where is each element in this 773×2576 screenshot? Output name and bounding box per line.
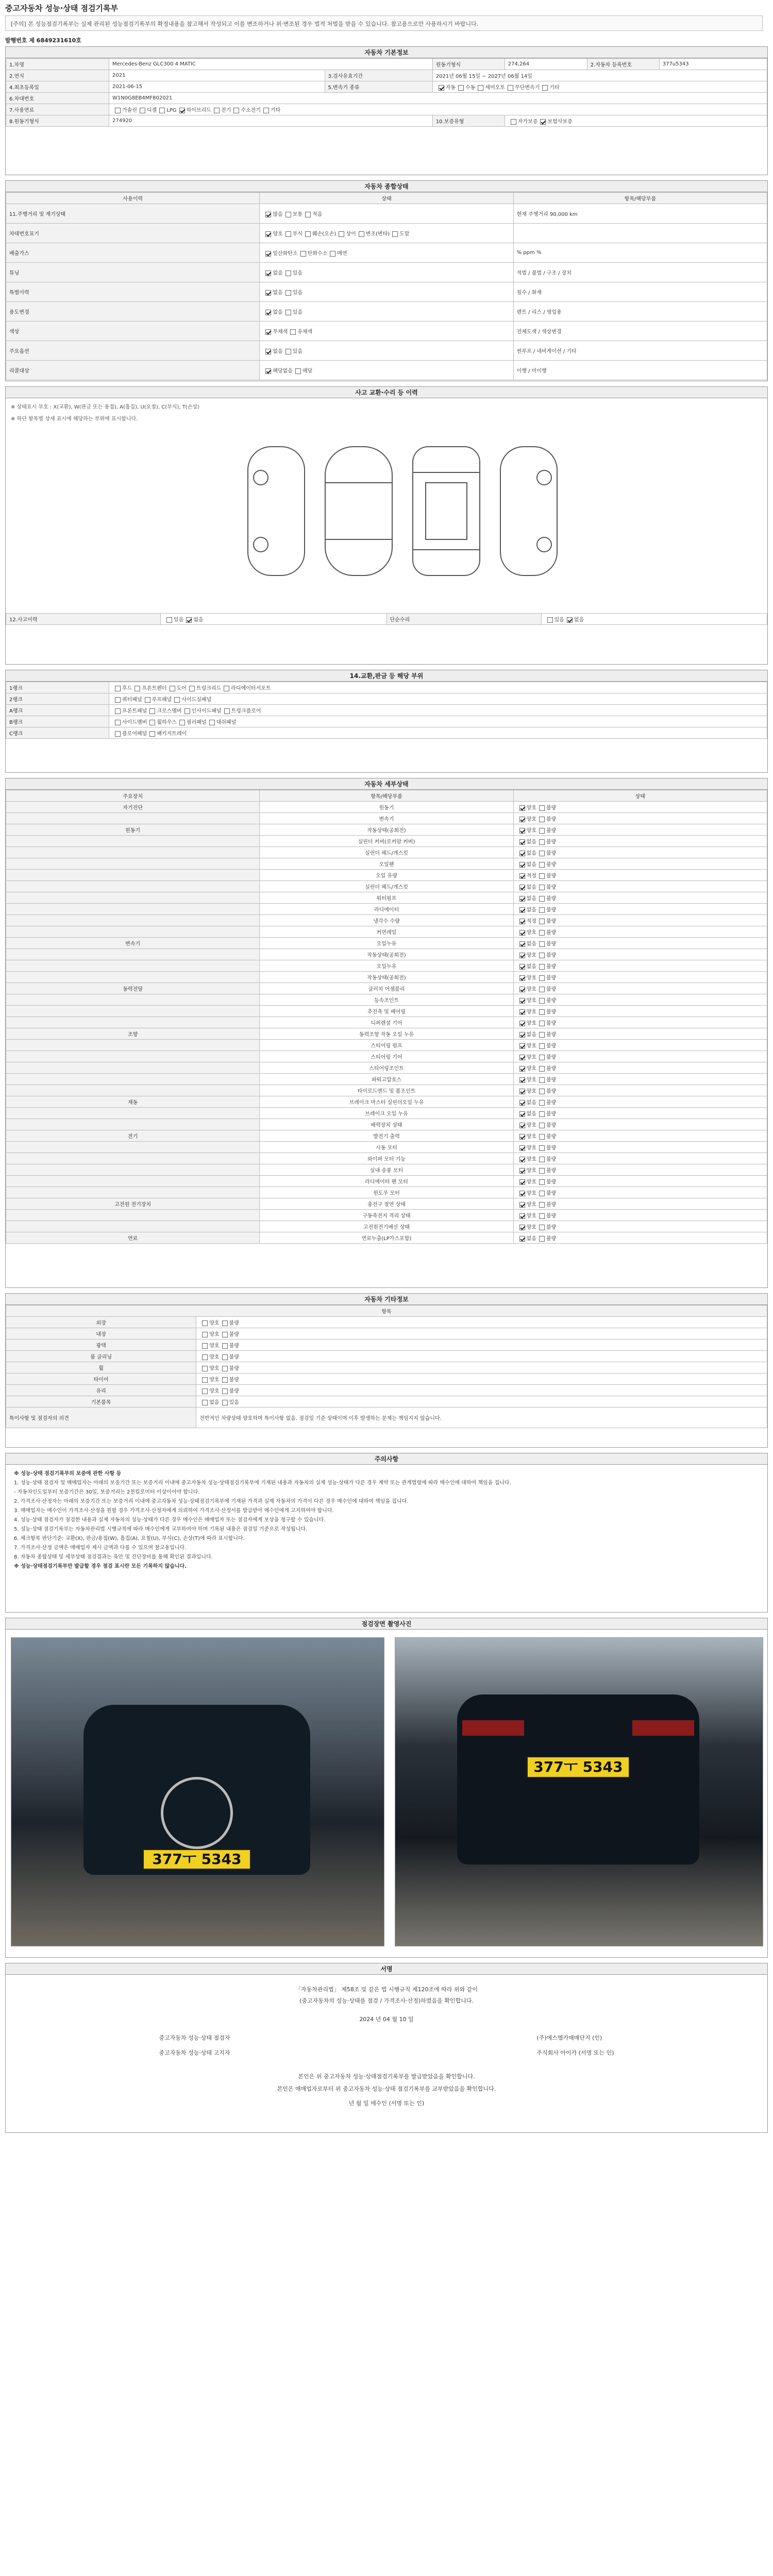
detail-item: 커먼레일 [260,926,513,938]
engine-label: 원동기형식 [432,59,505,70]
warranty-label: 10.보증유형 [432,115,505,127]
detail-item: 작동상태(공회전) [260,949,513,960]
caution-emphasis: ※ 성능·상태점검기록부만 발급할 경우 점검 표시란 모든 기록하지 않습니다. [14,1564,187,1569]
overall-row-state: 없음 있음 [260,341,513,361]
others-state: 양호 불량 [196,1385,767,1396]
fuel-label: 7.사용연료 [6,104,109,115]
overall-row-label: 색상 [6,321,260,341]
overall-row-state: 없음 있음 [260,282,513,302]
detail-group [6,949,260,960]
opinion-value: 전반적인 차량상태 양호하며 특이사항 없음. 점검일 기준 상태이며 이후 발생하는 문제는 책임지지 않습니다. [196,1408,767,1428]
detail-item: 타이로드엔드 및 볼조인트 [260,1085,513,1096]
detail-item: 브레이크 마스터 실린더오일 누유 [260,1096,513,1108]
detail-state: 양호 불량 [513,1164,767,1176]
caution-section [5,1453,768,1613]
overall-section [5,180,768,381]
detail-item: 시동 모터 [260,1142,513,1153]
inspect-value: 2021년 06월 15일 ~ 2027년 06월 14일 [432,70,767,81]
detail-col-0: 주요장치 [6,790,260,802]
detail-item: 구동축전지 격리 상태 [260,1210,513,1221]
detail-group [6,1074,260,1085]
notice: [주의] 본 성능점검기록부는 실제 관리된 성능점검기록부의 확정내용을 참고해서 작성되고 이를 변조하거나 위·변조된 경우 법적 처벌을 받을 수 있습니다. 참고용으로만 사용하시기 바랍니다. [5,15,763,31]
detail-group [6,1051,260,1062]
reg-label: 2.자동차 등록번호 [587,59,659,70]
detail-item: 워터펌프 [260,892,513,904]
detail-state: 없음 불량 [513,938,767,949]
damage-section [5,386,768,665]
detail-group [6,881,260,892]
reg-value: 377u5343 [659,59,767,70]
detail-item: 윈도우 모터 [260,1187,513,1198]
detail-group [6,1119,260,1130]
car-side-right [500,447,557,575]
overall-row-label: 차대번호표기 [6,224,260,243]
caution-line: 1. 성능·상태 점검자 및 매매업자는 아래의 보증기간 또는 보증거리 이내에 중고자동차 성능·상태점검기록부에 기재된 내용과 자동차의 실제 성능·상태가 다른 경우 계약 또는 관계법령에 따라 매수인에 대하여 책임을 집니다. [14,1480,511,1486]
overall-row-state: 없음 있음 [260,263,513,282]
sign-line-1: 「자동차관리법」 제58조 및 같은 법 시행규칙 제120조에 따라 위와 같이 [295,1986,478,1993]
front-photo [11,1637,384,1946]
overall-row-label: 11.주행거리 및 계기상태 [6,204,260,224]
detail-group [6,1040,260,1051]
year-value: 2021 [109,70,325,81]
detail-item: 실린더 커버(로커암 커버) [260,836,513,847]
caution-line: - 자동차인도일부터 보증기간은 30일, 보증거리는 2천킬로미터 이상이어야 합니다. [14,1489,200,1495]
overall-row-state: 해당없음 해당 [260,361,513,380]
overall-row-extra: 이행 / 미이행 [513,361,767,380]
detail-state: 양호 불량 [513,1187,767,1198]
overall-row-extra: 현재 주행거리 90,000 km [513,204,767,224]
detail-group [6,892,260,904]
accident-label: 12.사고이력 [6,614,161,625]
detail-state: 없음 불량 [513,1108,767,1119]
detail-item: 라디에이터 [260,904,513,915]
detail-group [6,1221,260,1232]
inspector: 중고자동차 성능·상태 점검자 중고자동차 성능·상태 고지자 [159,2035,230,2056]
detail-group [6,972,260,983]
detail-group [6,1006,260,1017]
overall-row-extra: 렌트 / 리스 / 영업용 [513,302,767,321]
caution-line: 3. 매매업자는 매수인이 가격조사·산정을 원할 경우 가격조사·산정자에게 의뢰하여 가격조사·산정서를 발급받아 매수인에게 고지하여야 합니다. [14,1508,334,1514]
overall-row-state: 없음 있음 [260,302,513,321]
detail-state: 양호 불량 [513,983,767,994]
detail-state: 양호 불량 [513,1176,767,1187]
overall-row-state: 많음 보통 적음 [260,204,513,224]
detail-state: 없음 불량 [513,960,767,972]
others-item: 휠 [6,1362,196,1374]
detail-item: 라디에이터 팬 모터 [260,1176,513,1187]
detail-item: 작동상태(공회전) [260,824,513,836]
detail-item: 스티어링 펌프 [260,1040,513,1051]
car-top-view [413,447,480,575]
detail-group: 제동 [6,1096,260,1108]
damage-legend-2: ※ 하단 항목별 상세 표시에 해당하는 부위에 표시합니다. [11,416,138,422]
detail-state: 양호 불량 [513,1153,767,1164]
detail-section [5,778,768,1288]
vin-value: W1N0G8EB4MF802021 [109,93,767,104]
overall-row-state: 일산화탄소 탄화수소 매연 [260,243,513,263]
detail-header: 자동차 세부상태 [6,778,767,790]
detail-col-1: 항목/해당부품 [260,790,513,802]
others-item: 광택 [6,1340,196,1351]
caution-line: 5. 성능·상태 점검기록부는 자동차관리법 시행규칙에 따라 매수인에게 교부하여야 하며 기록된 내용은 점검일 기준으로 작성됩니다. [14,1527,308,1532]
detail-item: 스티어링조인트 [260,1062,513,1074]
detail-group: 원동기 [6,824,260,836]
detail-item: 디퍼렌셜 기어 [260,1017,513,1028]
overall-row-extra: 전체도색 / 색상변경 [513,321,767,341]
detail-state: 양호 불량 [513,926,767,938]
overall-row-label: 튜닝 [6,263,260,282]
overall-row-label: 주요옵션 [6,341,260,361]
fuel-options: 가솔린 디젤 LPG 하이브리드 전기 수소전기 기타 [109,104,767,115]
detail-group [6,1176,260,1187]
detail-state: 없음 불량 [513,892,767,904]
detail-state: 없음 불량 [513,881,767,892]
year-label: 2.연식 [6,70,109,81]
overall-row-state: 양호 부식 훼손(오손) 상이 변조(변타) 도말 [260,224,513,243]
engine-type-value: 274920 [109,115,433,127]
opinion-label: 특이사항 및 점검자의 의견 [6,1408,196,1428]
detail-state: 양호 불량 [513,1119,767,1130]
firstreg-label: 4.최초등록일 [6,81,109,93]
overall-col-0: 사용이력 [6,193,260,204]
others-item: 유리 [6,1385,196,1396]
detail-item: 오일팬 [260,858,513,870]
accident-value: 있음 없음 [161,614,387,625]
detail-group [6,1210,260,1221]
others-state: 양호 불량 [196,1340,767,1351]
detail-state: 없음 불량 [513,847,767,858]
sign-b2: 본인은 매매업자로부터 위 중고자동차 성능·상태 점검기록부를 교부받았음을 확인합니다. [277,2086,496,2092]
firstreg-value: 2021-06-15 [109,81,325,93]
sign-line-2: (중고자동차의 성능·상태를 점검 / 가격조사·산정)하였음을 확인합니다. [299,1997,474,2004]
detail-item: 배력장치 상태 [260,1119,513,1130]
detail-item: 스티어링 기어 [260,1051,513,1062]
sign-section [5,1963,768,2133]
detail-group [6,926,260,938]
detail-item: 실린더 헤드/개스킷 [260,881,513,892]
detail-item: 오일누유 [260,960,513,972]
detail-group [6,836,260,847]
detail-group [6,1164,260,1176]
detail-state: 양호 불량 [513,1006,767,1017]
detail-group [6,858,260,870]
others-state: 양호 불량 [196,1362,767,1374]
detail-group [6,960,260,972]
car-name-label: 1.차명 [6,59,109,70]
overall-header: 자동차 종합상태 [6,181,767,192]
detail-group [6,813,260,824]
others-section [5,1293,768,1448]
frame-header: 14.교환,판금 등 해당 부위 [6,670,767,682]
others-item: 내장 [6,1328,196,1340]
rear-photo [395,1637,763,1946]
detail-group [6,904,260,915]
detail-state: 양호 불량 [513,1142,767,1153]
detail-group [6,1142,260,1153]
detail-group [6,1187,260,1198]
detail-state: 양호 불량 [513,949,767,960]
overall-row-label: 리콜대상 [6,361,260,380]
detail-state: 없음 불량 [513,904,767,915]
detail-state: 양호 불량 [513,1074,767,1085]
detail-item: 냉각수 수량 [260,915,513,926]
detail-state: 양호 불량 [513,1062,767,1074]
tools-label: 기본품목 [6,1396,196,1408]
caution-line: 2. 가격조사·산정자는 아래의 보증기간 또는 보증거리 이내에 중고자동차 성능·상태점검기록부에 기재된 가격과 실제 자동차의 가격이 다른 경우 매수인에 대하여 책임을 집니다. [14,1499,409,1504]
rear-plate: 377ㅜ 5343 [527,1756,630,1778]
detail-state: 양호 불량 [513,1130,767,1142]
detail-group [6,1153,260,1164]
overall-row-extra: % ppm % [513,243,767,263]
overall-row-extra: 썬루프 / 네비게이션 / 기타 [513,341,767,361]
car-side-left [248,447,305,575]
detail-item: 동력조향 작동 오일 누유 [260,1028,513,1040]
car-diagram [6,426,768,612]
detail-item: 실내 송풍 모터 [260,1164,513,1176]
detail-col-2: 상태 [513,790,767,802]
basic-info-section [5,46,768,175]
detail-state: 양호 불량 [513,1221,767,1232]
overall-row-label: 배출가스 [6,243,260,263]
tools-state: 없음 있음 [196,1396,767,1408]
damage-legend: ※ 상태표시 부호 : X(교환), W(판금 또는 용접), A(흠집), U(요철), C(부식), T(손상) [11,404,199,410]
others-state: 양호 불량 [196,1328,767,1340]
repair-label: 단순수리 [386,614,541,625]
detail-group [6,1085,260,1096]
detail-state: 적정 불량 [513,915,767,926]
caution-header: 주의사항 [6,1453,767,1465]
others-state: 양호 불량 [196,1351,767,1362]
detail-group [6,915,260,926]
detail-group [6,1062,260,1074]
detail-state: 양호 불량 [513,1210,767,1221]
detail-state: 양호 불량 [513,813,767,824]
detail-group [6,1108,260,1119]
overall-row-extra: 침수 / 화재 [513,282,767,302]
detail-state: 양호 불량 [513,1040,767,1051]
detail-group: 조향 [6,1028,260,1040]
engine-type-label: 8.원동기형식 [6,115,109,127]
detail-item: 연료누출(LP가스포함) [260,1232,513,1244]
warranty-options: 자가보증 보험사보증 [505,115,767,127]
inspector-value: (주)에스엠카매매단지 (인) 주식회사 아이카 (서명 또는 인) [536,2035,614,2056]
doc-number: 발행번호 제 6849231610호 [5,37,81,44]
detail-item: 실린더 헤드/개스킷 [260,847,513,858]
overall-row-extra: 적법 / 불법 / 구조 / 장치 [513,263,767,282]
basic-info-header: 자동차 기본정보 [6,47,767,58]
caution-line: 8. 자동차 종합상태 및 세부상태 점검결과는 육안 및 진단장비를 통해 확인된 결과입니다. [14,1554,213,1560]
others-header: 자동차 기타정보 [6,1294,767,1305]
overall-col-1: 상태 [260,193,513,204]
overall-row-state: 무채색 유채색 [260,321,513,341]
others-item: 외장 [6,1317,196,1328]
others-col: 항목 [6,1306,767,1317]
caution-line: 4. 성능·상태 점검자가 점검한 내용과 실제 자동차의 성능·상태가 다른 경우 매수인은 매매업자 또는 점검자에게 보상을 청구할 수 있습니다. [14,1517,326,1523]
overall-row-label: 특별이력 [6,282,260,302]
detail-group: 고전원 전기장치 [6,1198,260,1210]
overall-row-label: 용도변경 [6,302,260,321]
engine-value: 274,264 [505,59,587,70]
detail-group [6,847,260,858]
sign-b1: 본인은 위 중고자동차 성능·상태점검기록부를 발급받았음을 확인합니다. [298,2073,475,2080]
repair-value: 있음 없음 [541,614,767,625]
detail-state: 양호 불량 [513,802,767,813]
caution-line: 6. 체크항목 판단기준: 교환(X), 판금/용접(W), 흠집(A), 요철(U), 부식(C), 손상(T)에 따라 표시합니다. [14,1536,245,1541]
sign-header: 서명 [6,1963,767,1975]
detail-group: 변속기 [6,938,260,949]
car-name-value: Mercedes-Benz GLC300 4 MATIC [109,59,433,70]
detail-state: 양호 불량 [513,1198,767,1210]
trans-label: 5.변속기 종류 [325,81,432,93]
detail-state: 없음 불량 [513,836,767,847]
others-item: 타이어 [6,1374,196,1385]
detail-item: 발전기 출력 [260,1130,513,1142]
overall-col-2: 항목/해당부품 [513,193,767,204]
detail-item: 추진축 및 베어링 [260,1006,513,1017]
others-item: 룸 클리닝 [6,1351,196,1362]
detail-item: 오일 유량 [260,870,513,881]
detail-item: 오일누유 [260,938,513,949]
detail-state: 양호 불량 [513,972,767,983]
car-top-front [325,447,392,575]
detail-item: 와이퍼 모터 기능 [260,1153,513,1164]
detail-state: 적정 불량 [513,870,767,881]
detail-state: 양호 불량 [513,1051,767,1062]
detail-state: 양호 불량 [513,1017,767,1028]
detail-state: 없음 불량 [513,1232,767,1244]
overall-row-extra [513,224,767,243]
detail-group: 동력전달 [6,983,260,994]
inspect-label: 3.검사유효기간 [325,70,432,81]
detail-state: 양호 불량 [513,1085,767,1096]
detail-state: 없음 불량 [513,1096,767,1108]
sign-date: 2024 년 04 월 10 일 [359,2016,414,2023]
detail-item: 원동기 [260,802,513,813]
detail-item: 변속기 [260,813,513,824]
detail-group: 전기 [6,1130,260,1142]
photo-section [5,1618,768,1958]
detail-item: 파워고압호스 [260,1074,513,1085]
doc-title: 중고자동차 성능·상태 점검기록부 [5,4,119,13]
detail-state: 없음 불량 [513,1028,767,1040]
caution-line: 7. 가격조사·산정 금액은 매매업자 제시 금액과 다를 수 있으며 참고용입니다. [14,1545,187,1551]
detail-item: 브레이크 오일 누유 [260,1108,513,1119]
detail-state: 양호 불량 [513,824,767,836]
others-state: 양호 불량 [196,1317,767,1328]
trans-options: 자동 수동 세미오토 무단변속기 기타 [432,81,767,93]
front-plate: 377ㅜ 5343 [143,1849,251,1870]
caution-title: ※ 성능·상태 점검기록부의 보증에 관한 사항 등 [14,1471,122,1477]
detail-group: 자기진단 [6,802,260,813]
detail-group [6,994,260,1006]
detail-group: 연료 [6,1232,260,1244]
vin-label: 6.차대번호 [6,93,109,104]
sign-b3: 년 월 일 매수인 (서명 또는 인) [348,2100,425,2107]
detail-item: 작동상태(공회전) [260,972,513,983]
detail-group [6,870,260,881]
photo-header: 점검장면 촬영사진 [6,1618,767,1630]
detail-group [6,1017,260,1028]
detail-state: 없음 불량 [513,858,767,870]
detail-state: 양호 불량 [513,994,767,1006]
damage-header: 사고 교환·수리 등 이력 [6,387,767,398]
detail-item: 고전원전기배선 상태 [260,1221,513,1232]
others-state: 양호 불량 [196,1374,767,1385]
detail-item: 등속조인트 [260,994,513,1006]
detail-item: 충전구 절연 상태 [260,1198,513,1210]
frame-section: 14.교환,판금 등 해당 부위 1랭크 후드 프론트펜더 도어 트렁크리드 라디에이터서포트 2랭크 쿼터패널 루프패널 사이드실패널 A랭크 프론트패널 크로스멤버 인사이드패널 트렁크플로어 B랭크 사이드멤버 휠하우스 필러패널 대쉬패널 C랭크 플로어패널 패키지트레이 [5,670,768,773]
detail-item: 클러치 어셈블리 [260,983,513,994]
